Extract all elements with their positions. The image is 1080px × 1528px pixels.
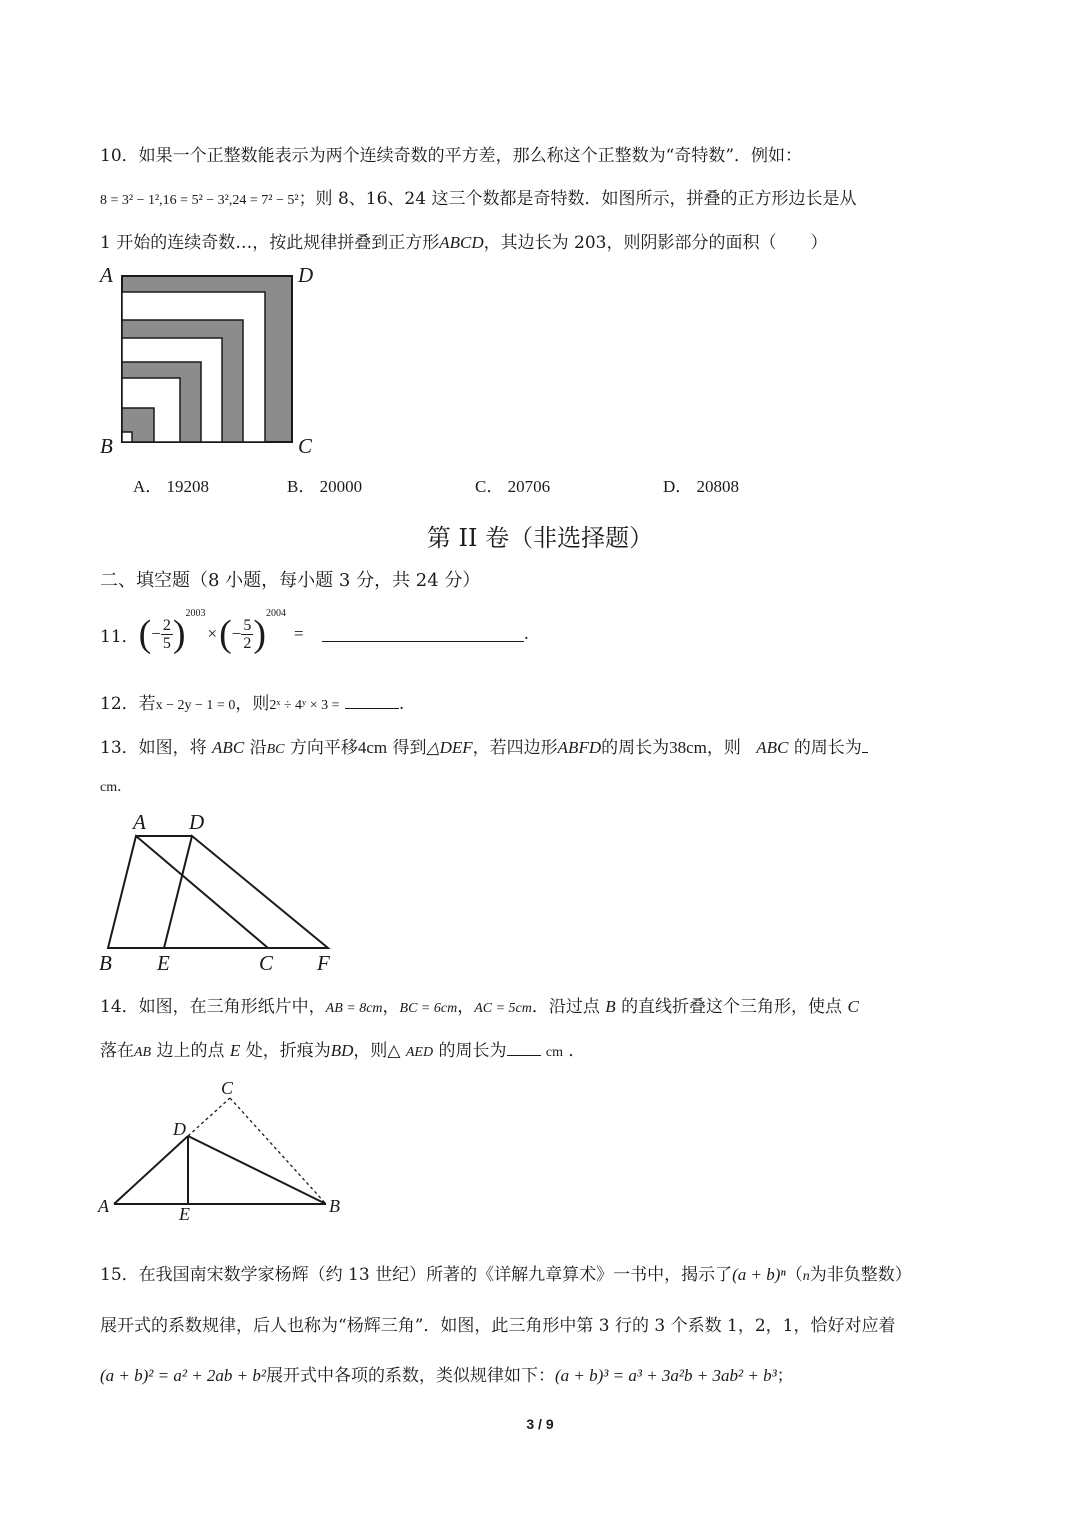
q15-line1 bbox=[100, 1260, 912, 1285]
q11-fraction-2 bbox=[241, 617, 253, 652]
q15-text-e: ； bbox=[776, 1366, 794, 1386]
q15-line2: 展开式的系数规律，后人也称为“杨辉三角”．如图，此三角形中第 3 行的 3 个系数 1，2，1，恰好对应着 bbox=[100, 1316, 896, 1336]
q14-label-e: E bbox=[179, 1204, 190, 1224]
q10-line3-a: 1 开始的连续奇数…，按此规律拼叠到正方形 bbox=[100, 233, 440, 253]
q11-exp-1: 2003 bbox=[185, 608, 206, 619]
q14-segment-dc-dashed bbox=[188, 1098, 230, 1136]
q14-text-d: 落在 bbox=[100, 1041, 134, 1061]
q10-option-b[interactable] bbox=[287, 472, 362, 497]
q10-line2 bbox=[100, 184, 856, 209]
q13-text-e: ，若四边形 bbox=[472, 738, 558, 758]
q14-label-b: B bbox=[329, 1196, 340, 1216]
q15-text-c: 为非负整数） bbox=[809, 1265, 912, 1285]
page-number: 3 / 9 bbox=[526, 1416, 554, 1432]
q11-answer-blank[interactable] bbox=[322, 627, 524, 642]
q10-option-a-key: A． bbox=[133, 477, 163, 496]
q12-number: 12．若 bbox=[100, 694, 156, 714]
q15-line3 bbox=[100, 1361, 794, 1386]
q12-mid: ，则 bbox=[235, 694, 270, 714]
q12-answer-blank[interactable] bbox=[345, 694, 399, 709]
q11-fraction-1 bbox=[161, 617, 173, 652]
q11-frac1-den: 5 bbox=[162, 634, 171, 652]
q11-equals: = bbox=[294, 624, 304, 643]
q13-quad-abfd: ABFD bbox=[557, 738, 602, 757]
q14-point-b: B bbox=[605, 997, 616, 1016]
q14-ab: AB = 8cm bbox=[325, 1001, 383, 1016]
q15-expr-square: (a + b)² = a² + 2ab + b² bbox=[100, 1366, 266, 1385]
q10-option-c-value: 20706 bbox=[507, 477, 551, 496]
q14-text-a: 14．如图，在三角形纸片中， bbox=[100, 997, 326, 1017]
q11-paren-open-2: ( bbox=[219, 613, 232, 655]
q10-band-white-7 bbox=[122, 432, 132, 442]
q14-unit: cm bbox=[545, 1045, 564, 1060]
q10-line3-b: ，其边长为 203，则阴影部分的面积（ ） bbox=[483, 233, 828, 253]
q11-paren-close-1: ) bbox=[172, 613, 186, 655]
q13-triangle-abc-2: ABC bbox=[756, 738, 789, 757]
q13-label-f: F bbox=[317, 951, 330, 975]
q11-exp-2: 2004 bbox=[266, 608, 287, 619]
q10-option-b-key: B． bbox=[287, 477, 316, 496]
q11-minus-2: − bbox=[231, 624, 242, 643]
q14-text-c: 的直线折叠这个三角形，使点 bbox=[621, 997, 843, 1017]
q14-sep2: ， bbox=[457, 997, 475, 1017]
q10-label-b: B bbox=[100, 434, 113, 458]
q13-text-h: 的周长为 bbox=[793, 738, 862, 758]
q13-text-b: 沿 bbox=[249, 738, 267, 758]
q13-label-e: E bbox=[157, 951, 170, 975]
q14-label-c: C bbox=[221, 1078, 234, 1098]
q15-n: n bbox=[802, 1269, 810, 1284]
q14-label-d: D bbox=[173, 1119, 186, 1139]
q14-crease-bd bbox=[188, 1136, 326, 1204]
q11-frac1-num: 2 bbox=[162, 616, 171, 634]
q13-text-a: 13．如图，将 bbox=[100, 738, 207, 758]
q14-triangle-aed: AED bbox=[405, 1045, 434, 1060]
q14-bc: BC = 6cm bbox=[399, 1001, 458, 1016]
q13-line1 bbox=[100, 733, 868, 758]
q14-point-e: E bbox=[229, 1041, 241, 1060]
section-title: 第 II 卷（非选择题） bbox=[426, 524, 654, 552]
q14-text-b: ．沿过点 bbox=[531, 997, 600, 1017]
q10-option-d-value: 20808 bbox=[696, 477, 740, 496]
q10-option-b-value: 20000 bbox=[319, 477, 363, 496]
q14-ac: AC = 5cm bbox=[474, 1001, 532, 1016]
q12-line bbox=[100, 689, 404, 714]
q10-option-a-value: 19208 bbox=[166, 477, 210, 496]
q13-perimeter: 38cm bbox=[669, 738, 707, 757]
q12-condition: x − 2y − 1 = 0 bbox=[155, 698, 236, 713]
q10-option-d-key: D． bbox=[663, 477, 693, 496]
q13-label-d: D bbox=[189, 810, 205, 834]
q10-label-a: A bbox=[100, 263, 113, 287]
q15-text-b: （ bbox=[785, 1265, 803, 1285]
q15-expr-binomial: (a + b)ⁿ bbox=[732, 1265, 786, 1284]
q10-option-d[interactable] bbox=[663, 472, 739, 497]
q10-option-a[interactable] bbox=[133, 472, 209, 497]
q13-text-c: 方向平移 bbox=[289, 738, 358, 758]
q10-label-c: C bbox=[298, 434, 313, 458]
q13-line2: cm． bbox=[100, 780, 132, 795]
q10-option-c[interactable] bbox=[475, 472, 550, 497]
q15-expr-cube: (a + b)³ = a³ + 3a²b + 3ab² + b³ bbox=[555, 1366, 777, 1385]
q13-text-f: 的周长为 bbox=[601, 738, 670, 758]
q14-text-e: 边上的点 bbox=[156, 1041, 225, 1061]
q13-triangle-def: △DEF bbox=[426, 738, 473, 757]
q14-segment-bd: BD bbox=[330, 1041, 354, 1060]
q11-minus-1: − bbox=[151, 624, 161, 643]
q14-end: ． bbox=[568, 1041, 586, 1061]
q13-label-a: A bbox=[133, 810, 146, 834]
q10-square-figure bbox=[118, 272, 298, 444]
q14-text-h: 的周长为 bbox=[438, 1041, 507, 1061]
q10-line3 bbox=[100, 228, 827, 253]
q14-answer-blank[interactable] bbox=[507, 1041, 541, 1056]
q12-end: . bbox=[398, 694, 405, 714]
q13-segment-bc: BC bbox=[266, 742, 285, 757]
q14-text-f: 处，折痕为 bbox=[245, 1041, 331, 1061]
q14-fold-figure bbox=[108, 1090, 338, 1212]
q14-segment-cb-dashed bbox=[230, 1098, 326, 1204]
q13-triangle-def-shape bbox=[164, 836, 328, 948]
q12-expr: 2ˣ ÷ 4ʸ × 3 = bbox=[269, 698, 340, 713]
q13-triangle-abc: ABC bbox=[212, 738, 245, 757]
q13-translation-figure bbox=[100, 830, 340, 955]
q11-paren-close-2: ) bbox=[253, 613, 267, 655]
q14-sep1: ， bbox=[382, 997, 400, 1017]
q10-option-c-key: C． bbox=[475, 477, 504, 496]
q11-end: . bbox=[523, 624, 530, 644]
q13-label-c: C bbox=[259, 951, 274, 975]
q14-segment-ab: AB bbox=[134, 1045, 152, 1060]
q15-text-d: 展开式中各项的系数，类似规律如下： bbox=[266, 1366, 555, 1386]
q13-text-d: 得到 bbox=[392, 738, 427, 758]
q10-label-d: D bbox=[298, 263, 314, 287]
q14-point-c: C bbox=[847, 997, 859, 1016]
q14-line2 bbox=[100, 1036, 585, 1061]
q13-answer-blank[interactable] bbox=[862, 738, 868, 753]
q13-text-g: ，则 bbox=[706, 738, 741, 758]
q11-frac2-num: 5 bbox=[243, 616, 252, 634]
q10-line2-text: ；则 8、16、24 这三个数都是奇特数．如图所示，拼叠的正方形边长是从 bbox=[298, 189, 857, 209]
q10-examples: 8 = 3² − 1²,16 = 5² − 3²,24 = 7² − 5² bbox=[100, 193, 299, 208]
q10-line1: 10．如果一个正整数能表示为两个连续奇数的平方差，那么称这个正整数为“奇特数”．例如： bbox=[100, 146, 803, 166]
q11-number: 11． bbox=[100, 626, 139, 647]
q11-paren-open-1: ( bbox=[138, 613, 152, 655]
q11-line bbox=[100, 606, 529, 662]
q10-square-name: ABCD bbox=[439, 233, 484, 252]
q14-text-g: ，则△ bbox=[353, 1041, 401, 1061]
q14-line1 bbox=[100, 992, 859, 1017]
fill-in-heading: 二、填空题（8 小题，每小题 3 分，共 24 分） bbox=[100, 570, 481, 591]
q11-frac2-den: 2 bbox=[243, 634, 252, 652]
q13-label-b: B bbox=[99, 951, 112, 975]
q14-segment-ad bbox=[114, 1136, 188, 1204]
q13-distance: 4cm bbox=[357, 738, 388, 757]
q14-label-a: A bbox=[98, 1196, 109, 1216]
q11-times: × bbox=[207, 624, 218, 643]
q15-text-a: 15．在我国南宋数学家杨辉（约 13 世纪）所著的《详解九章算术》一书中，揭示了 bbox=[100, 1265, 733, 1285]
